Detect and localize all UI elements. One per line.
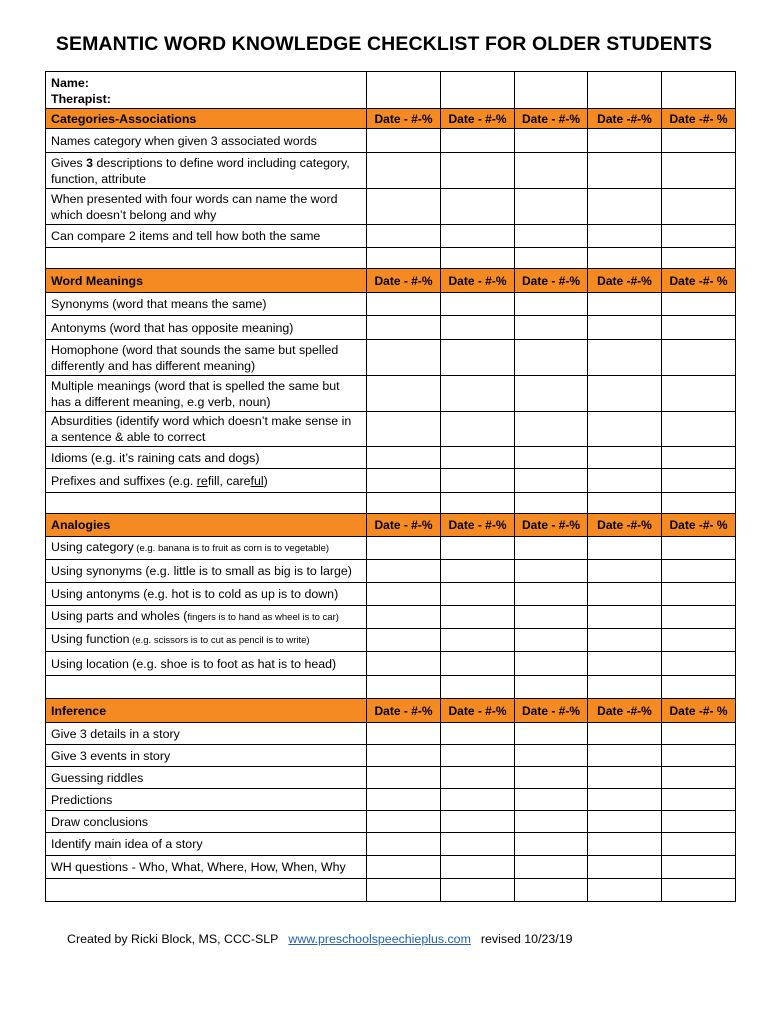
date-cell[interactable] [662,629,736,652]
date-cell[interactable] [662,129,736,153]
date-cell[interactable] [662,493,736,514]
checklist-table [45,71,736,902]
date-cell[interactable] [441,340,515,376]
date-cell[interactable] [367,72,441,109]
date-cell[interactable] [588,316,662,340]
date-cell[interactable] [588,225,662,248]
skill-label: WH questions - Who, What, Where, How, When, Why [46,856,367,879]
date-cell[interactable] [367,225,441,248]
date-cell[interactable] [588,583,662,606]
date-cell[interactable] [515,629,588,652]
skill-label: Synonyms (word that means the same) [46,293,367,316]
date-cell[interactable] [441,316,515,340]
date-header: Date -#-% [588,699,662,723]
date-cell[interactable] [515,745,588,767]
date-cell[interactable] [441,583,515,606]
date-cell[interactable] [441,447,515,469]
date-cell[interactable] [515,606,588,629]
date-header: Date -#- % [662,269,736,293]
section-header: Inference [46,699,367,723]
date-cell[interactable] [367,789,441,811]
date-cell[interactable] [662,412,736,447]
skill-label: Using location (e.g. shoe is to foot as hat is to head) [46,652,367,676]
date-cell[interactable] [515,493,588,514]
date-cell[interactable] [441,469,515,493]
date-cell[interactable] [662,676,736,699]
date-cell[interactable] [662,652,736,676]
date-cell[interactable] [367,293,441,316]
skill-label: Names category when given 3 associated words [46,129,367,153]
date-header: Date - #-% [441,514,515,537]
skill-text-part: Using category [51,540,134,554]
date-cell[interactable] [588,493,662,514]
date-cell[interactable] [441,153,515,189]
date-cell[interactable] [588,652,662,676]
table-row [46,745,736,767]
date-cell[interactable] [441,560,515,583]
skill-label: Multiple meanings (word that is spelled the same but has a different meaning, e.g verb, noun) [46,376,367,412]
skill-text-underline: re [196,473,208,488]
skill-label [46,153,367,189]
table-row [46,723,736,745]
date-cell[interactable] [515,789,588,811]
date-cell[interactable] [662,189,736,225]
date-cell[interactable] [515,412,588,447]
date-cell[interactable] [367,412,441,447]
date-cell[interactable] [515,767,588,789]
date-cell[interactable] [367,447,441,469]
date-cell[interactable] [515,537,588,560]
empty-cell[interactable] [46,493,367,514]
date-header: Date - #-% [515,109,588,129]
date-header: Date -#- % [662,699,736,723]
date-cell[interactable] [662,447,736,469]
section-header-row [46,269,736,293]
table-row [46,789,736,811]
date-cell[interactable] [367,723,441,745]
date-cell[interactable] [515,447,588,469]
date-cell[interactable] [367,316,441,340]
table-row [46,447,736,469]
date-cell[interactable] [515,248,588,269]
date-cell[interactable] [367,856,441,879]
skill-label: Using antonyms (e.g. hot is to cold as up is to down) [46,583,367,606]
skill-label: Can compare 2 items and tell how both the same [46,225,367,248]
date-cell[interactable] [367,833,441,856]
empty-row [46,248,736,269]
date-cell[interactable] [441,412,515,447]
date-cell[interactable] [588,629,662,652]
date-cell[interactable] [367,652,441,676]
therapist-label: Therapist: [51,92,111,106]
footer-credit: Created by Ricki Block, MS, CCC-SLP [67,932,279,946]
date-cell[interactable] [588,745,662,767]
date-cell[interactable] [441,767,515,789]
table-row [46,293,736,316]
date-cell[interactable] [367,493,441,514]
skill-text-part: ) [263,473,268,488]
date-header: Date - #-% [367,514,441,537]
date-cell[interactable] [441,606,515,629]
date-cell[interactable] [588,606,662,629]
date-cell[interactable] [588,72,662,109]
skill-example: (e.g. banana is to fruit as corn is to vegetable) [133,543,330,554]
date-cell[interactable] [588,833,662,856]
date-cell[interactable] [662,225,736,248]
skill-text-part: descriptions to define word including category, function, attribute [51,155,350,186]
table-row [46,833,736,856]
date-cell[interactable] [441,652,515,676]
date-cell[interactable] [588,412,662,447]
date-cell[interactable] [662,789,736,811]
skill-example: fingers is to hand as wheel is to car) [187,612,339,623]
date-cell[interactable] [588,767,662,789]
skill-label: Antonyms (word that has opposite meaning) [46,316,367,340]
date-header: Date -#-% [588,109,662,129]
section-header-row [46,514,736,537]
date-cell[interactable] [515,316,588,340]
date-cell[interactable] [367,745,441,767]
date-cell[interactable] [367,676,441,699]
date-cell[interactable] [588,469,662,493]
date-cell[interactable] [515,293,588,316]
date-cell[interactable] [662,72,736,109]
name-label: Name: [51,76,89,90]
date-cell[interactable] [515,811,588,833]
empty-row [46,879,736,902]
skill-label: Identify main idea of a story [46,833,367,856]
table-row [46,856,736,879]
table-row [46,652,736,676]
table-row [46,376,736,412]
date-cell[interactable] [515,469,588,493]
date-cell[interactable] [515,583,588,606]
date-cell[interactable] [515,676,588,699]
table-row [46,629,736,652]
date-cell[interactable] [515,879,588,902]
skill-label: Idioms (e.g. it’s raining cats and dogs) [46,447,367,469]
date-cell[interactable] [515,723,588,745]
empty-cell[interactable] [46,676,367,699]
date-cell[interactable] [662,606,736,629]
date-cell[interactable] [367,560,441,583]
date-cell[interactable] [588,560,662,583]
date-cell[interactable] [441,189,515,225]
date-cell[interactable] [367,811,441,833]
date-cell[interactable] [515,340,588,376]
date-cell[interactable] [662,153,736,189]
date-cell[interactable] [588,447,662,469]
skill-label [46,629,367,652]
skill-label [46,469,367,493]
date-cell[interactable] [441,129,515,153]
skill-label: Give 3 details in a story [46,723,367,745]
date-cell[interactable] [662,833,736,856]
date-header: Date -#-% [588,269,662,293]
skill-text-underline: ful [250,473,264,488]
date-cell[interactable] [662,316,736,340]
date-cell[interactable] [662,723,736,745]
skill-label [46,537,367,560]
date-cell[interactable] [441,811,515,833]
skill-label: Homophone (word that sounds the same but spelled differently and has different meaning) [46,340,367,376]
skill-label: Using synonyms (e.g. little is to small as big is to large) [46,560,367,583]
date-cell[interactable] [588,153,662,189]
skill-text-part: Gives [51,155,87,170]
date-cell[interactable] [367,767,441,789]
table-row [46,189,736,225]
footer [67,932,573,946]
section-header-row [46,699,736,723]
table-row [46,811,736,833]
section-header: Word Meanings [46,269,367,293]
date-cell[interactable] [588,129,662,153]
table-row [46,560,736,583]
section-header-row [46,109,736,129]
date-cell[interactable] [662,767,736,789]
skill-label: Give 3 events in story [46,745,367,767]
name-therapist-row [46,72,736,109]
empty-row [46,676,736,699]
table-row [46,225,736,248]
date-cell[interactable] [367,469,441,493]
date-cell[interactable] [662,560,736,583]
date-header: Date - #-% [441,109,515,129]
date-cell[interactable] [588,189,662,225]
date-cell[interactable] [515,129,588,153]
table-row [46,767,736,789]
date-header: Date - #-% [367,109,441,129]
skill-label: When presented with four words can name the word which doesn’t belong and why [46,189,367,225]
table-row [46,469,736,493]
date-header: Date -#-% [588,514,662,537]
date-cell[interactable] [441,879,515,902]
date-cell[interactable] [515,560,588,583]
date-cell[interactable] [588,789,662,811]
date-cell[interactable] [515,856,588,879]
date-cell[interactable] [367,376,441,412]
date-header: Date -#- % [662,514,736,537]
skill-text-bold: 3 [86,155,94,170]
date-cell[interactable] [441,72,515,109]
date-cell[interactable] [367,129,441,153]
skill-text-part: Prefixes and suffixes (e.g. [51,473,197,488]
date-header: Date - #-% [367,269,441,293]
footer-revised: revised 10/23/19 [480,932,573,946]
date-cell[interactable] [662,879,736,902]
date-cell[interactable] [588,811,662,833]
table-row [46,606,736,629]
date-cell[interactable] [515,72,588,109]
date-cell[interactable] [441,293,515,316]
date-cell[interactable] [367,189,441,225]
table-row [46,340,736,376]
date-cell[interactable] [662,811,736,833]
date-cell[interactable] [515,833,588,856]
empty-row [46,493,736,514]
table-row [46,537,736,560]
date-cell[interactable] [441,629,515,652]
date-cell[interactable] [441,493,515,514]
date-cell[interactable] [588,723,662,745]
date-cell[interactable] [588,340,662,376]
empty-cell[interactable] [46,879,367,902]
date-cell[interactable] [662,745,736,767]
skill-text-part: Using function [51,632,130,646]
skill-text-part: Using parts and wholes ( [51,609,188,623]
table-row [46,129,736,153]
date-cell[interactable] [588,537,662,560]
date-header: Date - #-% [367,699,441,723]
date-cell[interactable] [662,469,736,493]
date-header: Date - #-% [515,269,588,293]
date-cell[interactable] [367,606,441,629]
date-cell[interactable] [441,537,515,560]
skill-text-part: fill, care [207,473,251,488]
date-cell[interactable] [367,340,441,376]
date-cell[interactable] [588,676,662,699]
date-cell[interactable] [662,340,736,376]
date-cell[interactable] [662,537,736,560]
date-cell[interactable] [588,879,662,902]
date-cell[interactable] [367,248,441,269]
table-row [46,412,736,447]
date-cell[interactable] [441,856,515,879]
date-cell[interactable] [441,789,515,811]
date-cell[interactable] [441,833,515,856]
table-row [46,316,736,340]
date-cell[interactable] [588,376,662,412]
date-cell[interactable] [441,676,515,699]
date-cell[interactable] [662,293,736,316]
date-header: Date - #-% [515,514,588,537]
date-cell[interactable] [662,856,736,879]
date-cell[interactable] [515,153,588,189]
empty-cell[interactable] [46,248,367,269]
section-header: Categories-Associations [46,109,367,129]
date-header: Date - #-% [441,699,515,723]
date-cell[interactable] [367,879,441,902]
date-header: Date - #-% [515,699,588,723]
skill-example: (e.g. scissors is to cut as pencil is to write) [129,635,310,646]
date-cell[interactable] [367,583,441,606]
section-header: Analogies [46,514,367,537]
table-row [46,153,736,189]
date-cell[interactable] [441,225,515,248]
footer-link[interactable]: www.preschoolspeechieplus.com [288,932,471,946]
date-cell[interactable] [367,629,441,652]
date-cell[interactable] [515,189,588,225]
date-cell[interactable] [588,248,662,269]
date-cell[interactable] [662,376,736,412]
date-header: Date - #-% [441,269,515,293]
date-header: Date -#- % [662,109,736,129]
skill-label: Guessing riddles [46,767,367,789]
date-cell[interactable] [441,248,515,269]
date-cell[interactable] [367,537,441,560]
date-cell[interactable] [515,225,588,248]
page-title: SEMANTIC WORD KNOWLEDGE CHECKLIST FOR OLDER STUDENTS [55,33,713,55]
name-therapist-cell[interactable] [46,72,367,109]
skill-label: Draw conclusions [46,811,367,833]
skill-label [46,606,367,629]
date-cell[interactable] [588,293,662,316]
date-cell[interactable] [441,376,515,412]
date-cell[interactable] [662,248,736,269]
skill-label: Predictions [46,789,367,811]
date-cell[interactable] [441,745,515,767]
date-cell[interactable] [441,723,515,745]
date-cell[interactable] [588,856,662,879]
table-row [46,583,736,606]
date-cell[interactable] [367,153,441,189]
skill-label: Absurdities (identify word which doesn’t make sense in a sentence & able to correct [46,412,367,447]
date-cell[interactable] [515,376,588,412]
date-cell[interactable] [662,583,736,606]
date-cell[interactable] [515,652,588,676]
